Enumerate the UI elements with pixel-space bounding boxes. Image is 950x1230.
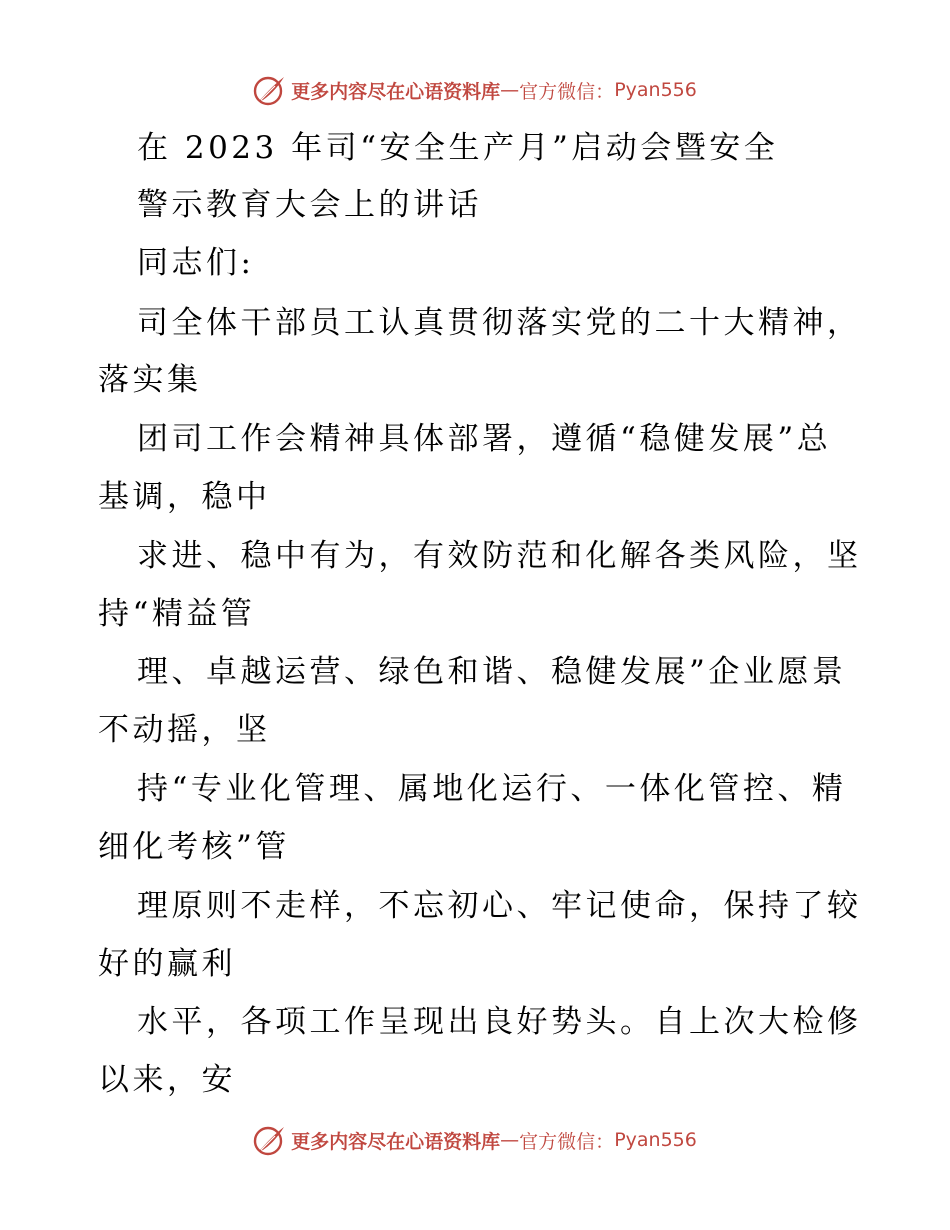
body-line: 持“专业化管理、属地化运行、一体化管控、精 xyxy=(137,771,847,807)
body-line: 求进、稳中有为，有效防范和化解各类风险，坚 xyxy=(137,538,862,574)
body-line: 理、卓越运营、绿色和谐、稳健发展”企业愿景 xyxy=(137,654,847,690)
quill-pen-logo-icon xyxy=(253,73,287,107)
header-banner xyxy=(0,72,950,108)
body-line: 司全体干部员工认真贯彻落实党的二十大精神， xyxy=(137,305,862,341)
body-line: 好的赢利 xyxy=(98,946,236,982)
body-line: 落实集 xyxy=(98,362,202,398)
banner-main-text: 更多内容尽在心语资料库 xyxy=(291,80,501,103)
body-line: 细化考核”管 xyxy=(98,829,290,865)
title-line-2: 警示教育大会上的讲话 xyxy=(137,187,482,223)
banner-wechat-id: Pyan556 xyxy=(614,79,697,101)
banner-separator: — xyxy=(500,79,520,101)
banner-main-text: 更多内容尽在心语资料库 xyxy=(291,1130,501,1153)
banner-sub-text: 官方微信： xyxy=(519,80,615,103)
banner-sub-text: 官方微信： xyxy=(519,1130,615,1153)
banner-separator: — xyxy=(500,1129,520,1151)
body-line: 持“精益管 xyxy=(98,596,256,632)
banner-wechat-id: Pyan556 xyxy=(614,1129,697,1151)
footer-banner xyxy=(0,1122,950,1158)
body-line: 以来，安 xyxy=(98,1062,236,1098)
quill-pen-logo-icon xyxy=(253,1123,287,1157)
body-line: 水平，各项工作呈现出良好势头。自上次大检修 xyxy=(137,1004,862,1040)
body-line: 团司工作会精神具体部署，遵循“稳健发展”总 xyxy=(137,421,832,457)
body-line: 理原则不走样，不忘初心、牢记使命，保持了较 xyxy=(137,888,862,924)
salutation: 同志们: xyxy=(137,245,255,281)
title-line-1: 在 2023 年司“安全生产月”启动会暨安全 xyxy=(137,130,779,166)
body-line: 不动摇，坚 xyxy=(98,712,271,748)
body-line: 基调，稳中 xyxy=(98,479,271,515)
